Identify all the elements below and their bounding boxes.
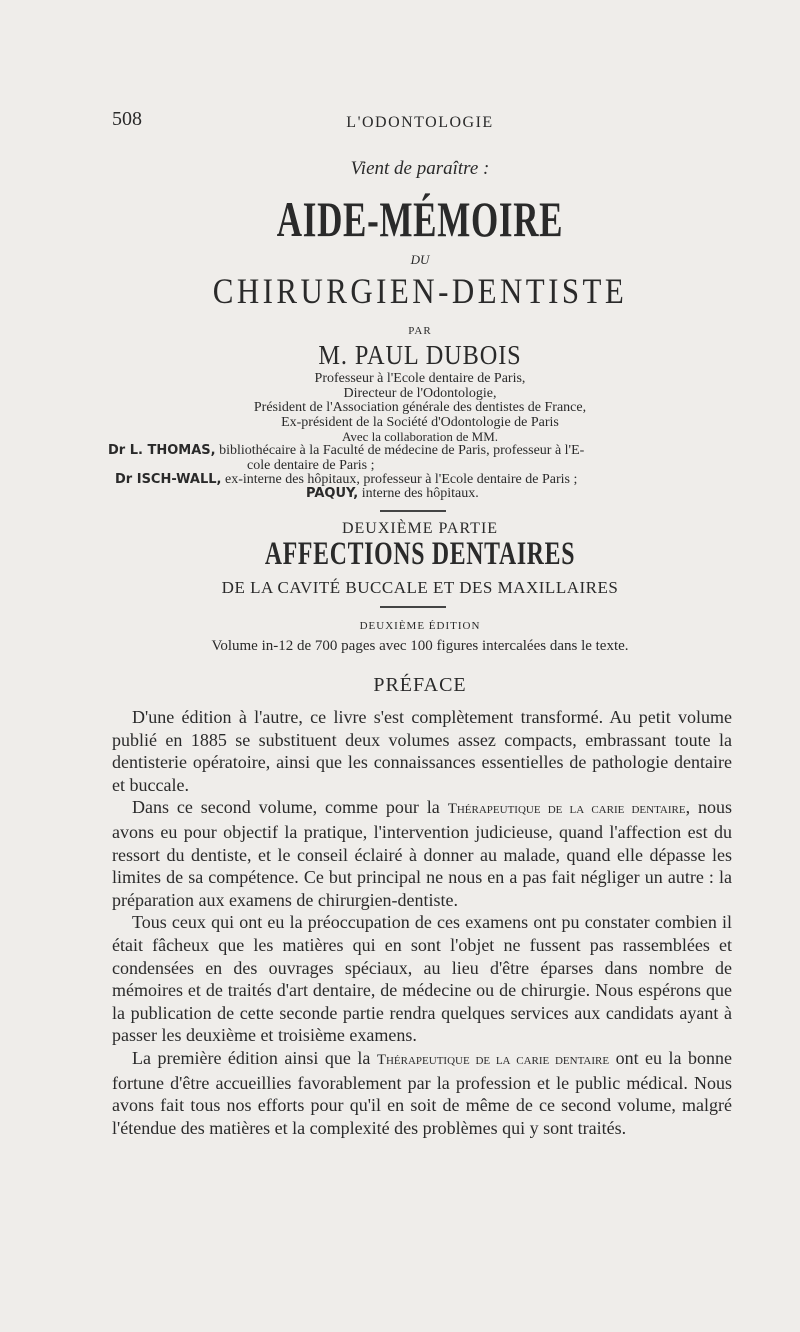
collaborator-thomas-cont: cole dentaire de Paris ; <box>247 458 375 473</box>
title-line-2: CHIRURGIEN-DENTISTE <box>212 271 628 311</box>
affiliation-line: Professeur à l'Ecole dentaire de Paris, <box>314 371 526 386</box>
part-subtitle: DE LA CAVITÉ BUCCALE ET DES MAXILLAIRES <box>221 578 619 597</box>
by-label: PAR <box>408 325 432 337</box>
collaborator-name: PAQUY, <box>306 486 359 501</box>
volume-info: Volume in-12 de 700 pages avec 100 figures intercalées dans le texte. <box>211 638 629 654</box>
preface-paragraph: La première édition ainsi que la Thérapeutique de la carie dentaire ont eu la bonne fortune d'être accueillies favorablement par la profession et le public médical. Nous avons fait tous nos efforts pour qu'il en soit de même de ce second volume, malgré l'étendue des matières et la complexité des problèmes qui y sont traités. <box>112 1047 732 1138</box>
preface-paragraph: Dans ce second volume, comme pour la Thérapeutique de la carie dentaire, nous avons eu pour objectif la pratique, l'intervention judicieuse, quand l'affection est du ressort du dentiste, et le conseil éclairé à donner au malade, quand elle dépasse les limites de sa compétence. Ce but principal ne nous en a pas fait négliger un autre : la préparation aux examens de chirurgien-dentiste. <box>112 797 732 910</box>
title-du: DU <box>410 252 430 267</box>
edition-label: DEUXIÈME ÉDITION <box>359 620 481 632</box>
preface-title: PRÉFACE <box>373 674 467 696</box>
author-name: M. PAUL DUBOIS <box>318 340 522 370</box>
divider-rule <box>380 606 446 608</box>
collaborator-thomas: Dr L. THOMAS, bibliothécaire à la Faculté de médecine de Paris, professeur à l'E- <box>108 443 585 458</box>
preface-text <box>112 706 732 1139</box>
affiliation-line: Directeur de l'Odontologie, <box>343 385 497 401</box>
collaboration-line: Avec la collaboration de MM. <box>341 429 499 444</box>
author-affiliations <box>100 372 740 445</box>
announcement: Vient de paraître : <box>350 158 490 179</box>
collaborator-name: Dr ISCH-WALL, <box>115 472 222 487</box>
page-number: 508 <box>112 108 142 130</box>
part-title: AFFECTIONS DENTAIRES <box>264 536 576 572</box>
collaborator-paquy: PAQUY, interne des hôpitaux. <box>306 486 479 501</box>
affiliation-line: Président de l'Association générale des dentistes de France, <box>253 400 587 415</box>
part-heading: DEUXIÈME PARTIE <box>341 520 499 537</box>
collaborator-isch-wall: Dr ISCH-WALL, ex-interne des hôpitaux, professeur à l'Ecole dentaire de Paris ; <box>115 472 578 487</box>
preface-paragraph: Tous ceux qui ont eu la préoccupation de ces examens ont pu constater combien il était fâcheux que les matières qui en sont l'objet ne fussent pas rassemblées et condensées en des ouvrages spéciaux, au lieu d'être éparses dans nombre de mémoires et de traités d'art dentaire, de médecine ou de chirurgie. Nous espérons que la publication de cette seconde partie rendra quelques services aux candidats ayant à passer les deuxième et troisième examens. <box>112 912 732 1046</box>
preface-paragraph: D'une édition à l'autre, ce livre s'est complètement transformé. Au petit volume publié en 1885 se substituent deux volumes assez compacts, embrassant toute la dentisterie opératoire, ainsi que les connaissances essentielles de pathologie dentaire et buccale. <box>112 707 732 795</box>
collaborator-name: Dr L. THOMAS, <box>108 443 216 458</box>
affiliation-line: Ex-président de la Société d'Odontologie de Paris <box>281 414 559 430</box>
divider-rule <box>380 510 446 512</box>
running-head: L'ODONTOLOGIE <box>346 114 494 131</box>
title-line-1: AIDE-MÉMOIRE <box>276 191 564 247</box>
